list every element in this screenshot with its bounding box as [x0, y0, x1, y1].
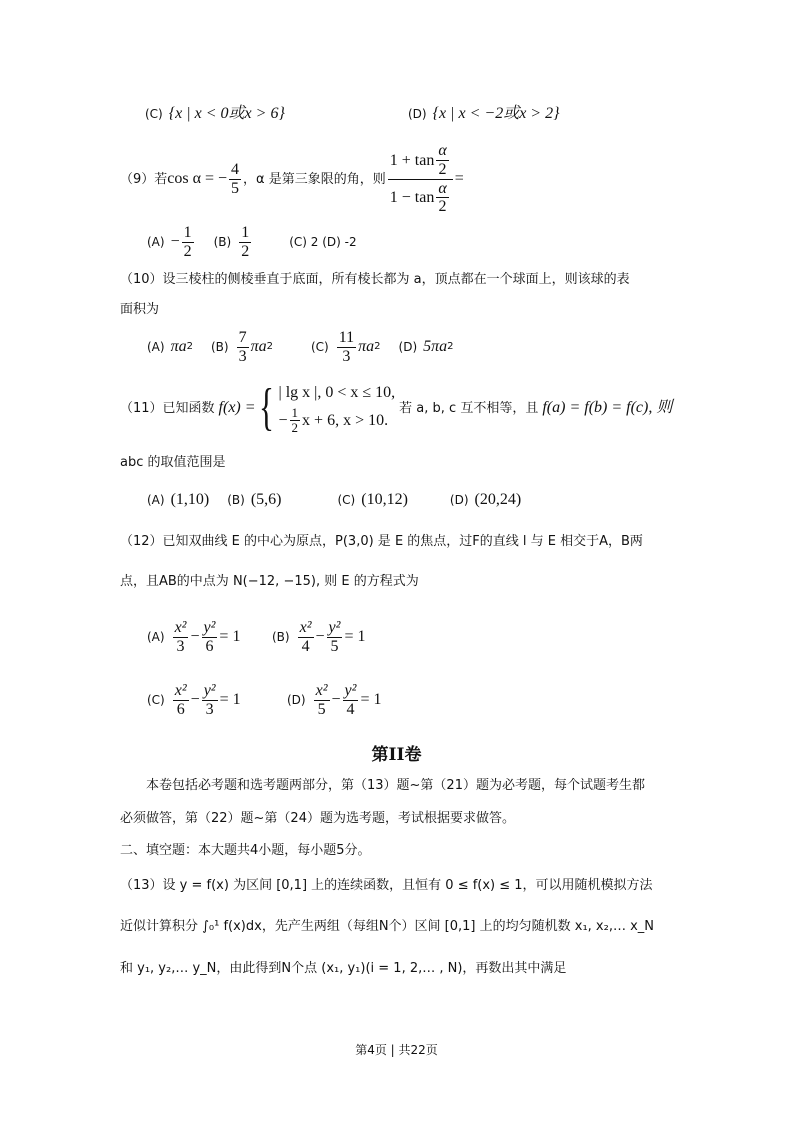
denominator: 4	[301, 637, 310, 655]
option-label: (C)	[145, 107, 163, 121]
fraction	[436, 180, 448, 216]
numerator: y²	[203, 681, 216, 699]
exponent: 2	[374, 341, 381, 352]
math-text: 1 + tan	[389, 151, 435, 169]
case-1: | lg x |, 0 < x ≤ 10,	[278, 384, 396, 402]
fraction	[202, 682, 218, 718]
denominator: 4	[346, 700, 355, 718]
math-text: = 1	[219, 691, 241, 708]
option-label: (B)	[213, 235, 232, 249]
math-text: −	[170, 233, 180, 250]
numerator: y²	[344, 681, 357, 699]
question-13-line1: （13）设 y = f(x) 为区间 [0,1] 上的连续函数，且恒有 0 ≤ f(x) ≤ 1，可以用随机模拟方法	[120, 878, 653, 893]
denominator: 5	[231, 179, 240, 197]
case-2	[279, 406, 396, 436]
math-text: −	[278, 412, 288, 429]
fraction	[327, 619, 343, 655]
numerator: y²	[328, 618, 341, 636]
fraction	[182, 224, 194, 260]
option-text: πa	[358, 338, 375, 355]
denominator: 2	[291, 420, 299, 436]
fraction	[314, 682, 330, 718]
option-label: (B)	[272, 630, 290, 644]
numerator: 7	[238, 328, 247, 346]
option-label: (A)	[147, 340, 165, 354]
numerator: α	[438, 142, 447, 160]
question-12-line2: 点，且AB的中点为 N(−12, −15), 则 E 的方程式为	[120, 574, 419, 589]
question-11-line2: abc 的取值范围是	[120, 455, 226, 470]
math-text: −	[190, 691, 200, 708]
question-text: 若 a, b, c 互不相等，且	[399, 400, 539, 416]
option-label: (D)	[449, 493, 469, 507]
option-label: (B)	[227, 493, 245, 507]
option-text: (1,10)	[170, 491, 210, 508]
option-label: (C)	[310, 340, 329, 354]
option-text: (C) 2 (D) -2	[289, 235, 357, 249]
question-10-options	[147, 330, 454, 364]
math-text: = 1	[344, 628, 366, 645]
question-number: （9）若	[120, 171, 168, 187]
math-text: = 1	[360, 691, 382, 708]
fraction	[173, 682, 189, 718]
question-9-options	[147, 224, 357, 260]
section-intro-line1: 本卷包括必考题和选考题两部分，第（13）题~第（21）题为必考题，每个试题考生都	[146, 778, 645, 793]
q12-option	[272, 618, 365, 656]
denominator: 2	[241, 242, 250, 260]
numerator: 1	[241, 223, 250, 241]
exponent: 2	[186, 341, 193, 352]
exponent: 2	[266, 341, 273, 352]
math-text: 1 − tan	[389, 188, 435, 206]
option-label: (D)	[408, 107, 427, 121]
numerator: x²	[174, 618, 187, 636]
question-10-line2: 面积为	[120, 302, 160, 317]
numerator: y²	[203, 618, 216, 636]
denominator	[388, 180, 453, 216]
q8-option-d	[408, 106, 560, 122]
numerator: 11	[338, 328, 355, 346]
q12-option	[147, 681, 241, 719]
section-intro-line2: 必须做答，第（22）题~第（24）题为选考题，考试根据要求做答。	[120, 811, 515, 826]
question-number: （11）已知函数	[120, 400, 215, 416]
math-text: = 1	[219, 628, 241, 645]
numerator: 4	[231, 160, 240, 178]
option-text: (20,24)	[474, 491, 522, 508]
question-12-line1: （12）已知双曲线 E 的中心为原点，P(3,0) 是 E 的焦点，过F的直线 l 与 E 相交于A，B两	[120, 534, 643, 549]
numerator: 1	[291, 405, 299, 420]
fraction	[239, 224, 251, 260]
question-13-line2: 近似计算积分 ∫₀¹ f(x)dx，先产生两组（每组N个）区间 [0,1] 上的均匀随机数 x₁, x₂,… x_N	[120, 919, 655, 934]
option-text: {x | x < 0或x > 6}	[168, 105, 285, 122]
big-fraction	[388, 142, 453, 215]
question-9	[120, 142, 464, 216]
math-text: x + 6, x > 10.	[302, 412, 389, 429]
math-text: −	[315, 628, 325, 645]
exponent: 2	[447, 341, 454, 352]
option-label: (A)	[147, 493, 165, 507]
numerator: x²	[315, 681, 328, 699]
denominator: 3	[205, 700, 214, 718]
fraction	[173, 619, 189, 655]
denominator: 2	[438, 160, 447, 178]
denominator: 6	[176, 700, 185, 718]
question-text: ，α 是第三象限的角，则	[243, 171, 386, 187]
option-text: πa	[170, 338, 187, 355]
q12-option	[147, 618, 240, 656]
option-label: (C)	[337, 493, 356, 507]
fraction	[343, 682, 359, 718]
numerator	[388, 142, 453, 179]
option-text: πa	[250, 338, 267, 355]
option-label: (D)	[398, 340, 418, 354]
fraction	[298, 619, 314, 655]
denominator: 2	[438, 198, 447, 216]
math-text: f(x) =	[218, 399, 256, 416]
math-text: cos α = −	[167, 170, 228, 187]
option-text: (10,12)	[361, 491, 408, 508]
option-text: 5πa	[423, 338, 448, 355]
numerator: α	[438, 179, 447, 197]
question-11-options	[147, 492, 521, 508]
question-11	[120, 380, 672, 436]
option-label: (C)	[147, 693, 165, 707]
option-label: (A)	[147, 630, 165, 644]
question-10-line1: （10）设三棱柱的侧棱垂直于底面，所有棱长都为 a，顶点都在一个球面上，则该球的表	[120, 272, 630, 287]
math-text: =	[454, 170, 464, 187]
option-text: (5,6)	[250, 491, 282, 508]
option-label: (D)	[287, 693, 306, 707]
numerator: x²	[174, 681, 187, 699]
denominator: 3	[238, 347, 247, 365]
page-footer: 第4页 | 共22页	[355, 1043, 438, 1057]
denominator: 5	[317, 700, 326, 718]
q12-option	[287, 681, 381, 719]
fraction	[229, 161, 241, 197]
math-text: −	[331, 691, 341, 708]
denominator: 3	[342, 347, 351, 365]
fill-in-heading: 二、填空题：本大题共4小题，每小题5分。	[120, 843, 371, 858]
numerator: x²	[299, 618, 312, 636]
fraction	[202, 619, 218, 655]
denominator: 6	[205, 637, 214, 655]
math-text: −	[190, 628, 200, 645]
numerator: 1	[183, 223, 192, 241]
option-label: (A)	[147, 235, 165, 249]
denominator: 2	[183, 242, 192, 260]
piecewise-cases	[279, 380, 396, 435]
fraction	[290, 406, 301, 436]
brace-symbol: {	[258, 379, 274, 436]
fraction	[237, 329, 249, 365]
section-title: 第II卷	[371, 745, 422, 765]
fraction	[436, 142, 448, 178]
question-13-line3: 和 y₁, y₂,… y_N，由此得到N个点 (x₁, y₁)(i = 1, 2,… , N)，再数出其中满足	[120, 961, 567, 976]
option-label: (B)	[210, 340, 229, 354]
denominator: 3	[176, 637, 185, 655]
math-text: f(a) = f(b) = f(c), 则	[542, 399, 673, 416]
fraction	[337, 329, 356, 365]
denominator: 5	[330, 637, 339, 655]
option-text: {x | x < −2或x > 2}	[432, 105, 560, 122]
q8-option-c	[145, 106, 285, 122]
